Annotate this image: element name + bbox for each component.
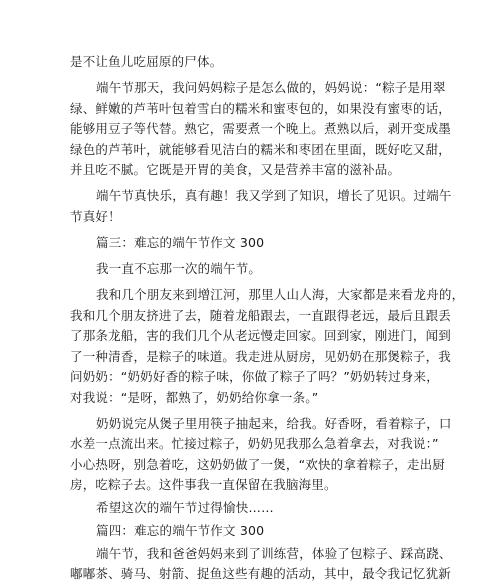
- text-line: 希望这次的端午节过得愉快……: [96, 500, 274, 515]
- text-line: 是不让鱼儿吃屈原的尸体。: [70, 54, 223, 69]
- section-heading: 篇四：难忘的端午节作文 300: [96, 523, 265, 538]
- text-line: 房，吃粽子去。这件事我一直保留在我脑海里。: [70, 477, 337, 492]
- text-line: 了一种清香，是粽子的味道。我走进从厨房，见奶奶在那煲粽子，我: [70, 349, 452, 364]
- text-line: 水差一点流出来。忙接过粽子，奶奶见我那么急着拿去，对我说：”: [70, 436, 439, 451]
- text-line: 我和几个朋友挤进了去，随着龙船跟去，一直跟得老远，最后且跟丢: [70, 308, 452, 323]
- section-heading: 篇三：难忘的端午节作文 300: [96, 235, 265, 250]
- text-line: 端午节，我和爸爸妈妈来到了训练营，体验了包粽子、踩高跷、: [96, 546, 452, 561]
- text-line: 我和几个朋友来到增江河，那里人山人海，大家都是来看龙舟的，: [96, 287, 465, 302]
- text-line: 端午节那天，我问妈妈粽子是怎么做的，妈妈说：“粽子是用翠: [96, 80, 446, 95]
- text-line: 绿、鲜嫩的芦苇叶包着雪白的糯米和蜜枣包的，如果没有蜜枣的话，: [70, 101, 452, 116]
- text-line: 对我说：“是呀，都熟了，奶奶给你拿一条。”: [70, 390, 319, 405]
- text-line: 节真好！: [70, 209, 121, 224]
- text-line: 绿色的芦苇叶，就能够看见洁白的糯米和枣团在里面，既好吃又甜，: [70, 142, 452, 157]
- text-line: 端午节真快乐，真有趣！我又学到了知识，增长了见识。过端午: [96, 188, 452, 203]
- text-line: 了那条龙船，害的我们几个从老远慢走回家。回到家，刚进门，闻到: [70, 328, 452, 343]
- text-line: 并且吃不腻。它既是开胃的美食，又是营养丰富的滋补品。: [70, 162, 401, 177]
- text-line: 能够用豆子等代替。熟它，需要煮一个晚上。煮熟以后，剥开变成墨: [70, 121, 452, 136]
- text-line: 嘟嘟茶、骑马、射箭、捉鱼这些有趣的活动，其中，最令我记忆犹新: [70, 566, 452, 581]
- text-line: 小心热呀，别急着吃，这奶奶做了一煲，“欢快的拿着粽子，走出厨: [70, 457, 445, 472]
- text-line: 问奶奶：“奶奶好香的粽子味，你做了粽子了吗？”奶奶转过身来，: [70, 369, 439, 384]
- text-line: 我一直不忘那一次的端午节。: [96, 261, 262, 276]
- text-line: 奶奶说完从煲子里用筷子抽起来，给我。好香呀，看着粽子，口: [96, 416, 452, 431]
